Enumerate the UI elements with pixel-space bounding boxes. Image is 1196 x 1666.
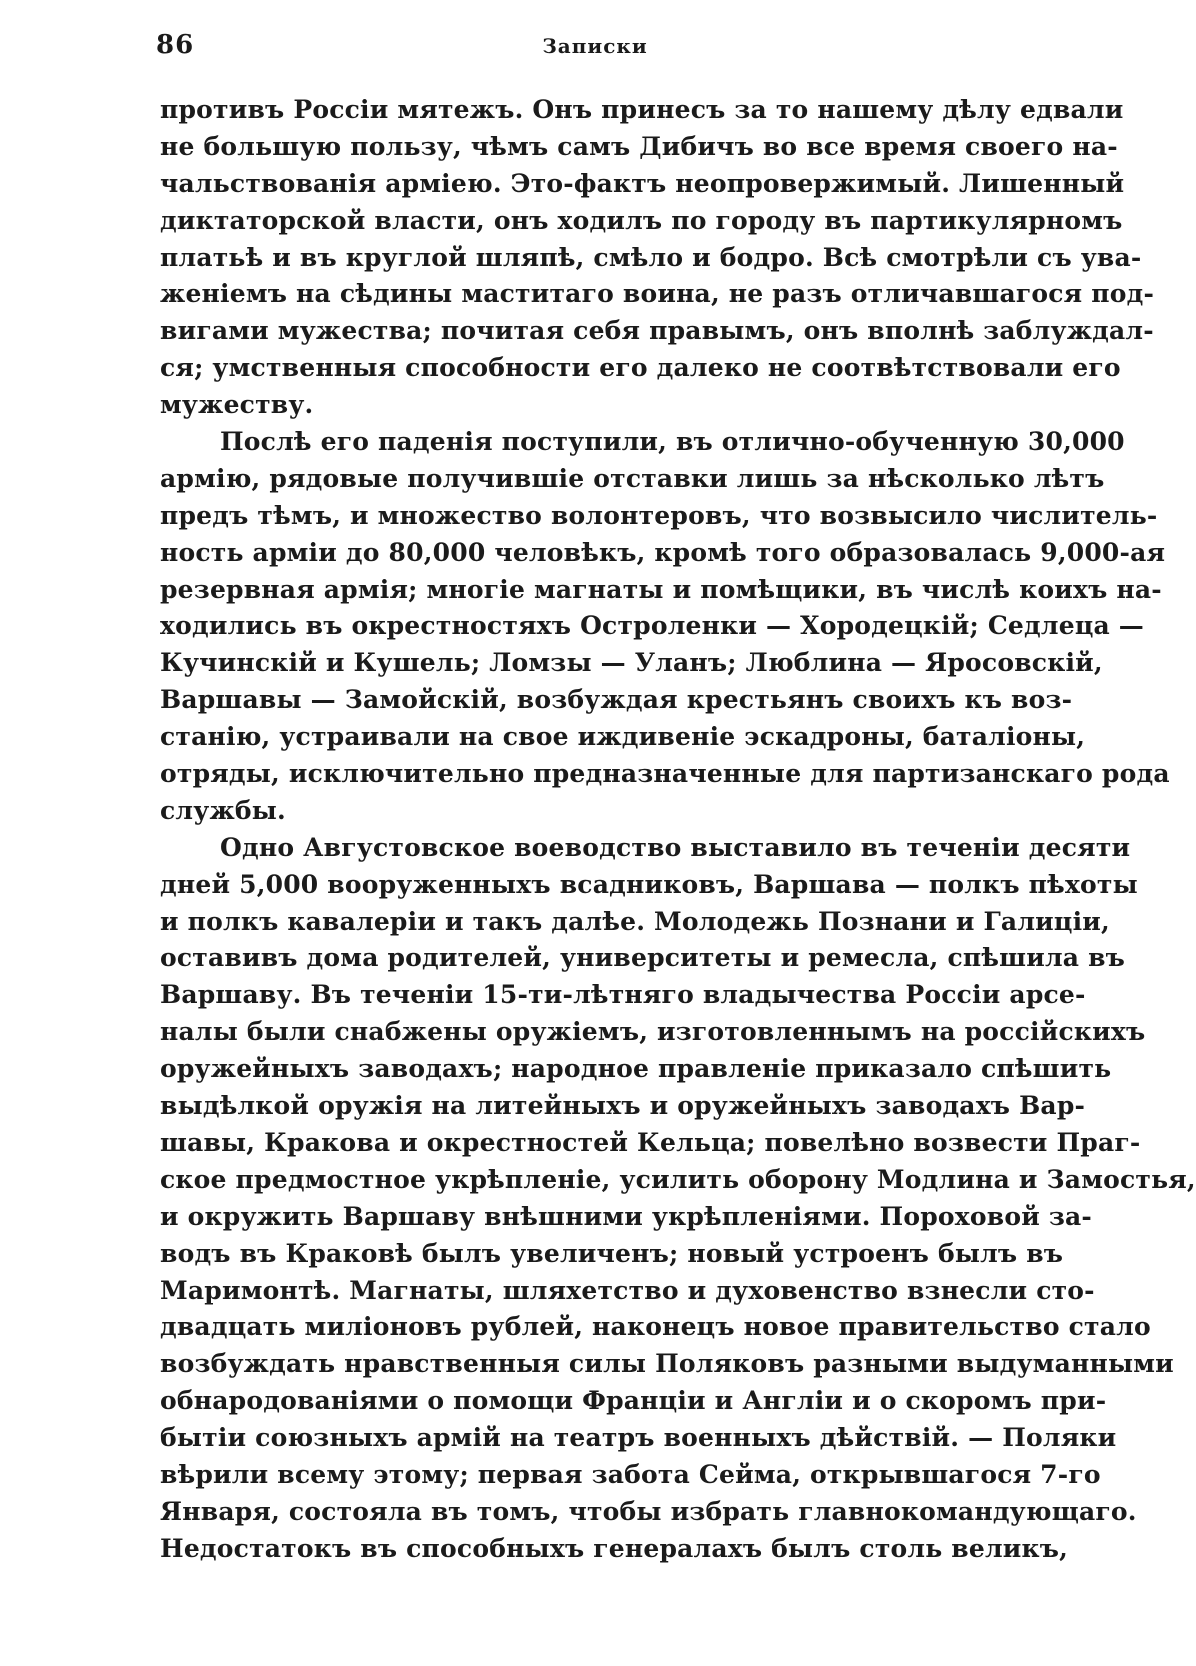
text-line: станiю, устраивали на свое иждивенiе эскадроны, баталiоны, xyxy=(160,722,1086,752)
text-line: оружейныхъ заводахъ; народное правленiе приказало спѣшить xyxy=(160,1054,1112,1084)
text-line: ское предмостное укрѣпленiе, усилить оборону Модлина и Замостья, xyxy=(160,1164,1196,1194)
text-line: выдѣлкой оружiя на литейныхъ и оружейныхъ заводахъ Вар- xyxy=(160,1091,1086,1121)
text-line: ся; умственныя способности его далеко не соотвѣтствовали его xyxy=(160,353,1121,383)
text-line: налы были снабжены оружiемъ, изготовленнымъ на россiйскихъ xyxy=(160,1017,1146,1047)
text-line: Января, состояла въ томъ, чтобы избрать главнокомандующаго. xyxy=(160,1496,1137,1526)
text-line: платьѣ и въ круглой шляпѣ, смѣло и бодро. Всѣ смотрѣли съ ува- xyxy=(160,242,1142,272)
text-line: армiю, рядовые получившiе отставки лишь за нѣсколько лѣтъ xyxy=(160,463,1105,493)
text-line: службы. xyxy=(160,795,286,825)
text-line: мужеству. xyxy=(160,390,314,420)
text-line: шавы, Кракова и окрестностей Кельца; повелѣно возвести Праг- xyxy=(160,1127,1141,1157)
text-line: женiемъ на сѣдины маститаго воина, не разъ отличавшагося под- xyxy=(160,279,1155,309)
text-line: оставивъ дома родителей, университеты и ремесла, спѣшила въ xyxy=(160,943,1126,973)
page-number: 86 xyxy=(156,30,195,60)
text-line: не большую пользу, чѣмъ самъ Дибичъ во все время своего на- xyxy=(160,131,1118,161)
text-line: Варшавы — Замойскiй, возбуждая крестьянъ своихъ къ воз- xyxy=(160,685,1073,715)
text-line: вѣрили всему этому; первая забота Сейма, открывшагося 7-го xyxy=(160,1459,1101,1489)
text-line: чальствованiя армiею. Это-фактъ неопровержимый. Лишенный xyxy=(160,168,1125,198)
text-line: бытiи союзныхъ армiй на театръ военныхъ дѣйствiй. — Поляки xyxy=(160,1423,1117,1453)
text-line: Кучинскiй и Кушель; Ломзы — Уланъ; Люблина — Яросовскiй, xyxy=(160,648,1103,678)
text-line: и полкъ кавалерiи и такъ далѣе. Молодежь Познани и Галицiи, xyxy=(160,906,1110,936)
text-line: отряды, исключительно предназначенные для партизанскаго рода xyxy=(160,759,1170,789)
text-line: дней 5,000 вооруженныхъ всадниковъ, Варшава — полкъ пѣхоты xyxy=(160,869,1138,899)
text-line: возбуждать нравственныя силы Поляковъ разными выдуманными xyxy=(160,1349,1174,1379)
body-text xyxy=(160,92,1196,1568)
text-line: резервная армiя; многiе магнаты и помѣщики, въ числѣ коихъ на- xyxy=(160,574,1162,604)
text-line: Варшаву. Въ теченiи 15-ти-лѣтняго владычества Россiи арсе- xyxy=(160,980,1086,1010)
text-line: Маримонтѣ. Магнаты, шляхетство и духовенство взнесли сто- xyxy=(160,1275,1095,1305)
text-line: водъ въ Краковѣ былъ увеличенъ; новый устроенъ былъ въ xyxy=(160,1238,1064,1268)
text-line: ходились въ окрестностяхъ Остроленки — Хородецкiй; Седлеца — xyxy=(160,611,1145,641)
text-line: предъ тѣмъ, и множество волонтеровъ, что возвысило числитель- xyxy=(160,500,1158,530)
text-line: ность армiи до 80,000 человѣкъ, кромѣ того образовалась 9,000-ая xyxy=(160,537,1166,567)
text-line: двадцать милiоновъ рублей, наконецъ новое правительство стало xyxy=(160,1312,1151,1342)
text-line: вигами мужества; почитая себя правымъ, онъ вполнѣ заблуждал- xyxy=(160,316,1154,346)
text-line: Одно Августовское воеводство выставило въ теченiи десяти xyxy=(220,832,1131,862)
page-header xyxy=(156,30,1034,70)
text-line: Послѣ его паденiя поступили, въ отлично-обученную 30,000 xyxy=(220,427,1125,457)
text-line: противъ Россiи мятежъ. Онъ принесъ за то нашему дѣлу едвали xyxy=(160,95,1124,124)
text-line: обнародованiями о помощи Францiи и Англiи и о скоромъ при- xyxy=(160,1386,1107,1416)
running-title: Записки xyxy=(542,34,648,58)
text-line: Недостатокъ въ способныхъ генералахъ былъ столь великъ, xyxy=(160,1533,1069,1563)
text-line: и окружить Варшаву внѣшними укрѣпленiями. Пороховой за- xyxy=(160,1201,1092,1231)
text-line: диктаторской власти, онъ ходилъ по городу въ партикулярномъ xyxy=(160,205,1123,235)
